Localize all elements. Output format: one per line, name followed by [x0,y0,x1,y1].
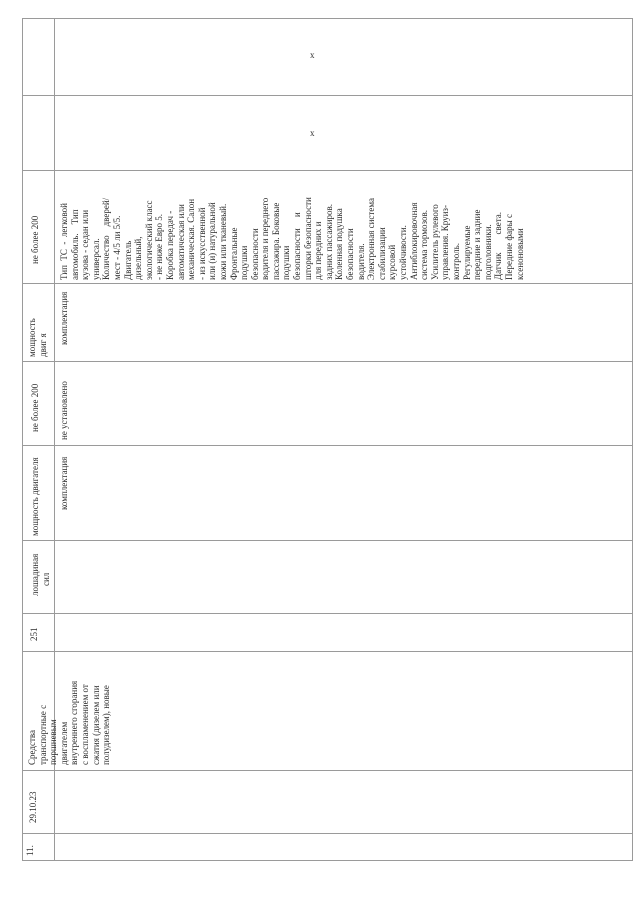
description-line: Тип ТС - легковой [59,202,69,280]
description-line: безопасности [345,228,356,280]
description-line: Электронная система [366,198,377,280]
row-line-7 [22,613,633,614]
row-line-10 [22,833,633,834]
description-line: ксеноновыми [514,228,525,280]
characteristic-1-limit: не более 200 [30,383,40,432]
description-line: пассажира. Боковые [270,202,281,280]
description-line: Передние фары с [503,214,514,280]
description-line: контроль. [450,242,461,280]
row-line-8 [22,651,633,652]
description-line: Двигатель [122,240,133,280]
row-line-9 [22,770,633,771]
row-date: 29.10.23 [28,791,38,823]
description-line: система тормозов. [419,210,430,280]
description-line: кузова - седан или [80,209,91,280]
characteristic-2-limit: не более 200 [30,215,40,264]
table-border-top [22,18,633,19]
description-line: безопасности [249,228,260,280]
description-line: Коленная подушка [334,208,345,280]
unit-of-measure: лошадиная сил [30,553,51,596]
description-line: Усилитель рулевого [429,204,440,280]
description-line: Фронтальные [228,227,239,280]
description-line: дизельный, [133,236,144,280]
description-line: автоматическая или [175,204,186,280]
description-line: водителя. [355,243,366,280]
table-border-bottom [22,860,633,861]
mark-top: x [310,50,315,60]
description-line: задних пассажиров. [323,204,334,280]
description-line: устойчивости. [398,225,408,280]
row-line-3 [22,283,633,284]
characteristic-1-value: комплектация [59,456,69,510]
description-line: подголовники. [482,224,493,280]
description-line: автомобиль. Тип [69,209,80,280]
description-line: Датчик света. [493,211,504,280]
description-line: подушки [281,245,292,280]
description-line: Регулируемые [461,225,472,280]
description-line: подушки [239,245,250,280]
table-border-right [632,18,633,861]
okpd-code: 251 [29,627,39,641]
description-line: стабилизации [376,227,387,280]
description-line: мест - 4/5 ли 5/5. [111,215,122,280]
description-line: или (и) натуральной [207,202,218,280]
description-line: механическая. Салон [186,198,197,280]
characteristic-1-name: мощность двигателя [30,457,40,536]
description-line: - не ниже Евро 5. [154,213,165,280]
row-line-2 [22,170,633,171]
description-line: универсал. [90,238,101,280]
row-number: 11. [25,845,35,856]
description-line: управления. Круиз- [440,205,451,280]
row-line-6 [22,540,633,541]
description-line: передние и задние [472,209,483,280]
description-line: безопасности и [292,212,303,280]
description-line: Коробка передач - [164,210,175,280]
row-line-5 [22,445,633,446]
description-line: кожи или тканевый. [217,203,228,280]
description-line: Антиблокировочная [408,202,419,280]
description-line: водителя и переднего [260,197,271,280]
mark-middle: x [310,128,315,138]
description-text [59,197,525,280]
description-line: экологический класс [143,200,154,280]
characteristic-1-limit-secondary: не установлено [59,381,69,440]
row-line-4 [22,361,633,362]
row-line-1 [22,95,633,96]
description-line: - из искусственной [196,207,207,280]
description-line: для передних и [313,221,324,280]
description-line: курсовой [387,244,398,280]
characteristic-2-value: комплектация [59,291,69,345]
description-line: Количество дверей/ [101,197,112,280]
characteristic-2-name: мощность двиг я [27,318,48,357]
product-name: Средства транспортные с поршневым двигателем внутреннего сгорания с воспламенением от сжатия (дизелем или полудизелем), новые [27,680,112,765]
description-line: шторки безопасности [302,197,313,280]
table-border-left [22,18,23,861]
